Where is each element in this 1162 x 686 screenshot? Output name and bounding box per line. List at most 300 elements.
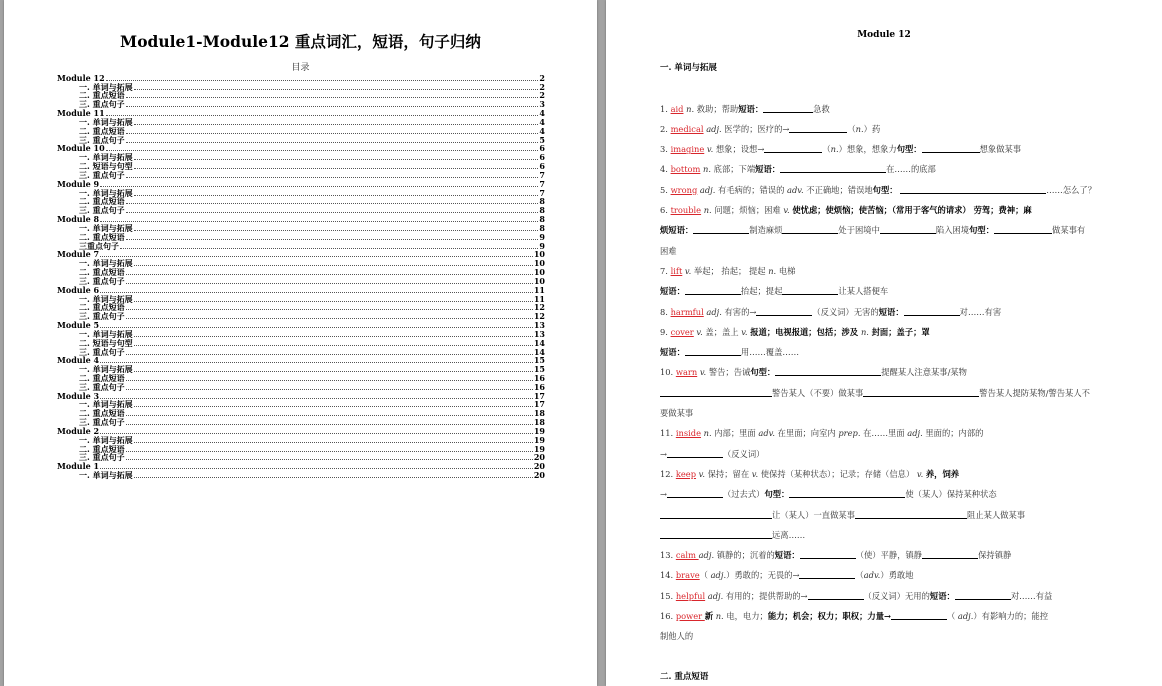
- line-text: 阻止某人做某事: [966, 509, 1026, 520]
- toc-entry-label: 三. 重点句子: [79, 205, 125, 216]
- toc-entry[interactable]: [57, 232, 545, 241]
- line-text: 警告某人提防某物/警告某人不: [979, 387, 1090, 398]
- page-title: Module 12: [857, 30, 911, 40]
- toc-entry[interactable]: [57, 435, 545, 444]
- toc-entry-label: 二. 重点短语: [79, 302, 125, 313]
- line-text: 10.: [660, 367, 676, 378]
- line-text: 15.: [660, 590, 676, 601]
- toc-dot-leader: [126, 141, 539, 143]
- toc-entry[interactable]: [57, 197, 545, 206]
- toc-entry-label: 一. 单词与拓展: [79, 187, 133, 198]
- toc-entry-label: 三. 重点句子: [79, 417, 125, 428]
- line-text: ……怎么了？: [1046, 184, 1097, 195]
- line-text: 4.: [660, 164, 671, 175]
- toc-entry[interactable]: [57, 320, 545, 329]
- vocab-line: [660, 180, 1150, 200]
- vocab-line: [660, 281, 1150, 301]
- toc-page-number: 13: [533, 320, 545, 331]
- toc-page-number: 15: [533, 355, 545, 366]
- toc-entry[interactable]: [57, 373, 545, 382]
- toc-page-number: 8: [539, 196, 545, 207]
- fill-in-blank: [789, 488, 905, 498]
- toc-entry[interactable]: [57, 303, 545, 312]
- line-text: 做某事有: [1052, 225, 1086, 236]
- line-text: 电梯: [776, 265, 796, 276]
- toc-entry-label: Module 10: [57, 143, 105, 154]
- vocab-word: medical: [670, 123, 704, 134]
- bold-label: 短语：: [929, 590, 955, 601]
- fill-in-blank: [780, 163, 886, 173]
- toc-entry-label: 三重点句子: [79, 240, 119, 251]
- line-text: 急救: [813, 103, 830, 114]
- toc-dot-leader: [134, 158, 539, 160]
- fill-in-blank: [764, 143, 822, 153]
- vocab-line: [660, 342, 1150, 362]
- toc-page-number: 14: [533, 337, 545, 348]
- fill-in-blank: [660, 509, 772, 519]
- line-text: ）有影响力的；能控: [973, 611, 1049, 622]
- toc-entry[interactable]: [57, 205, 545, 214]
- vocab-line: [660, 200, 1150, 220]
- toc-entry[interactable]: [57, 329, 545, 338]
- line-text: 抬起；提起: [740, 286, 783, 297]
- toc-entry[interactable]: [57, 311, 545, 320]
- toc-dot-leader: [134, 264, 533, 266]
- toc-dot-leader: [100, 220, 538, 222]
- toc-entry[interactable]: [57, 91, 545, 100]
- toc-entry[interactable]: [57, 258, 545, 267]
- toc-dot-leader: [100, 185, 538, 187]
- toc-entry-label: 一. 单词与拓展: [79, 328, 133, 339]
- vocab-line: [660, 626, 1150, 646]
- toc-page-number: 3: [539, 99, 545, 110]
- toc-entry-label: Module 4: [57, 355, 100, 366]
- toc-dot-leader: [100, 397, 533, 399]
- line-text: 12.: [660, 468, 676, 479]
- line-text: 陷入困境: [935, 225, 970, 236]
- vocab-line: [660, 403, 1150, 423]
- toc-dot-leader: [100, 255, 533, 257]
- toc-entry[interactable]: [57, 223, 545, 232]
- toc-entry-label: Module 9: [57, 178, 100, 189]
- toc-entry-label: 一. 单词与拓展: [79, 293, 133, 304]
- part-of-speech: adj.: [907, 428, 923, 439]
- toc-entry-label: Module 3: [57, 390, 100, 401]
- line-text: 在……里面: [860, 428, 908, 439]
- bold-label: 短语：: [660, 286, 685, 297]
- toc-entry[interactable]: [57, 117, 545, 126]
- toc-entry-label: 二. 重点短语: [79, 408, 125, 419]
- part-of-speech: n.: [703, 428, 712, 439]
- toc-entry[interactable]: [57, 188, 545, 197]
- toc-dot-leader: [126, 308, 533, 310]
- toc-entry[interactable]: [57, 338, 545, 347]
- toc-dot-leader: [126, 273, 533, 275]
- vocab-line: [660, 545, 1150, 565]
- toc-entry[interactable]: [57, 408, 545, 417]
- vocab-line: [660, 525, 1150, 545]
- toc-page-number: 5: [539, 134, 545, 145]
- toc-entry-label: Module 5: [57, 320, 100, 331]
- line-text: 警告；告诫: [706, 367, 751, 378]
- fill-in-blank: [855, 509, 967, 519]
- vocab-word: bottom: [670, 164, 701, 175]
- toc-entry[interactable]: [57, 108, 545, 117]
- toc-entry-label: 一. 单词与拓展: [79, 81, 133, 92]
- line-text: 让某人搭便车: [838, 286, 889, 297]
- toc-entry[interactable]: [57, 152, 545, 161]
- toc-entry[interactable]: [57, 294, 545, 303]
- part-of-speech: n.: [686, 103, 695, 114]
- line-text: （反义词）: [722, 448, 765, 459]
- toc-page-number: 4: [539, 108, 545, 119]
- toc-dot-leader: [126, 282, 533, 284]
- toc-entry[interactable]: [57, 170, 545, 179]
- line-text: 要做某事: [660, 408, 694, 419]
- part-of-speech: adj.: [699, 184, 716, 195]
- toc-page-number: 10: [533, 267, 545, 278]
- toc-page-number: 20: [533, 461, 545, 472]
- toc-page-number: 10: [533, 258, 545, 269]
- toc-dot-leader: [134, 405, 533, 407]
- line-text: 对……有害: [959, 306, 1002, 317]
- line-text: 困难: [660, 245, 677, 256]
- part-of-speech: n.: [703, 205, 712, 216]
- line-text: 有毛病的；错误的: [715, 184, 788, 195]
- line-text: 16.: [660, 611, 676, 622]
- toc-entry[interactable]: [57, 276, 545, 285]
- fill-in-blank: [763, 103, 813, 113]
- fill-in-blank: [782, 285, 838, 295]
- toc-entry-label: 一. 单词与拓展: [79, 399, 133, 410]
- vocab-word: helpful: [675, 590, 706, 601]
- line-text: 举起； 抬起； 提起: [691, 265, 769, 276]
- toc-entry[interactable]: [57, 400, 545, 409]
- line-text: 在里面；向室内: [774, 428, 839, 439]
- toc-entry-label: 一. 单词与拓展: [79, 470, 133, 481]
- fill-in-blank: [782, 224, 838, 234]
- line-text: （: [822, 144, 831, 155]
- part-of-speech: adv.: [863, 570, 881, 581]
- part-of-speech: n.: [855, 123, 864, 134]
- toc-entry[interactable]: [57, 241, 545, 250]
- line-text: （使）平静，镇静: [855, 550, 923, 561]
- part-of-speech: adj.: [707, 590, 724, 601]
- line-text: 2.: [660, 123, 671, 134]
- fill-in-blank: [994, 224, 1052, 234]
- bold-label: 封面；盖子；罩: [871, 326, 930, 337]
- toc-page-number: 6: [539, 143, 545, 154]
- line-text: （: [855, 570, 864, 581]
- toc-entry[interactable]: [57, 99, 545, 108]
- line-text: 用……覆盖……: [740, 347, 799, 358]
- toc-page-number: 2: [539, 72, 545, 83]
- line-text: 提醒某人注意某事/某物: [881, 367, 967, 378]
- line-text: （: [946, 611, 958, 622]
- part-of-speech: n.: [860, 326, 869, 337]
- toc-entry-label: Module 12: [57, 72, 105, 83]
- toc-page-number: 13: [533, 328, 545, 339]
- bold-label: 烦短语：: [660, 225, 694, 236]
- toc-page-number: 9: [539, 231, 545, 242]
- part-of-speech: prep.: [838, 428, 861, 439]
- toc-page-number: 10: [533, 275, 545, 286]
- toc-entry-label: 二. 重点短语: [79, 443, 125, 454]
- toc-entry[interactable]: [57, 444, 545, 453]
- toc-entry-label: Module 7: [57, 249, 100, 260]
- fill-in-blank: [789, 123, 847, 133]
- toc-page-number: 17: [533, 390, 545, 401]
- line-text: 在……的底部: [886, 164, 936, 175]
- line-text: （反义词）无害的: [812, 306, 879, 317]
- toc-entry-label: 二. 短语与句型: [79, 161, 133, 172]
- toc-entry[interactable]: [57, 214, 545, 223]
- fill-in-blank: [922, 143, 980, 153]
- part-of-speech: v.: [696, 326, 703, 337]
- fill-in-blank: [800, 549, 856, 559]
- fill-in-blank: [775, 366, 881, 376]
- toc-dot-leader: [134, 88, 539, 90]
- line-text: 让（某人）一直做某事: [772, 509, 855, 520]
- line-text: ）勇敢的；无畏的→: [726, 570, 800, 581]
- toc-dot-leader: [126, 211, 539, 213]
- vocab-line: [660, 464, 1150, 484]
- toc-page-number: 4: [539, 116, 545, 127]
- toc-page-number: 2: [539, 81, 545, 92]
- line-text: （: [699, 570, 711, 581]
- line-text: 9.: [660, 326, 671, 337]
- toc-entry[interactable]: [57, 135, 545, 144]
- toc-entry[interactable]: [57, 364, 545, 373]
- toc-entry-label: 三. 重点句子: [79, 311, 125, 322]
- toc-page-number: 20: [533, 452, 545, 463]
- table-of-contents: [57, 73, 545, 479]
- vocab-line: [660, 423, 1150, 443]
- vocab-line: [660, 586, 1150, 606]
- vocab-line: [660, 220, 1150, 240]
- toc-entry[interactable]: [57, 179, 545, 188]
- toc-page-number: 8: [539, 205, 545, 216]
- fill-in-blank: [660, 387, 772, 397]
- toc-dot-leader: [126, 458, 533, 460]
- toc-entry-label: 二. 重点短语: [79, 267, 125, 278]
- toc-page-number: 11: [533, 284, 545, 295]
- part-of-speech: v.: [699, 367, 707, 378]
- line-text: 有害的→: [721, 306, 757, 317]
- toc-entry[interactable]: [57, 461, 545, 470]
- toc-entry[interactable]: [57, 391, 545, 400]
- fill-in-blank: [863, 387, 979, 397]
- line-text: （过去式）: [722, 489, 765, 500]
- vocab-word: wrong: [670, 184, 698, 195]
- toc-page-number: 16: [533, 372, 545, 383]
- toc-page-number: 4: [539, 125, 545, 136]
- line-text: 想象做某事: [979, 144, 1022, 155]
- spacer: [660, 78, 1150, 98]
- toc-page-number: 6: [539, 152, 545, 163]
- toc-entry-label: 三. 重点句子: [79, 381, 125, 392]
- bold-label: 短语：: [660, 347, 685, 358]
- vocab-line: [660, 565, 1150, 585]
- toc-page-number: 18: [533, 417, 545, 428]
- fill-in-blank: [685, 346, 741, 356]
- toc-dot-leader: [126, 132, 539, 134]
- line-text: 盖；盖上: [702, 326, 742, 337]
- toc-entry[interactable]: [57, 347, 545, 356]
- line-text: 3.: [660, 144, 671, 155]
- toc-entry[interactable]: [57, 417, 545, 426]
- toc-dot-leader: [126, 176, 539, 178]
- fill-in-blank: [808, 590, 864, 600]
- right-document-page: [606, 0, 1162, 686]
- line-text: 6.: [660, 205, 671, 216]
- toc-entry-label: 二. 重点短语: [79, 90, 125, 101]
- toc-heading: 目录: [291, 63, 310, 73]
- vocab-word: warn: [675, 367, 698, 378]
- toc-dot-leader: [106, 114, 539, 116]
- fill-in-blank: [900, 184, 1046, 194]
- vocab-line: [660, 322, 1150, 342]
- part-of-speech: v.: [706, 144, 714, 155]
- toc-entry[interactable]: [57, 73, 545, 82]
- line-text: 13.: [660, 550, 676, 561]
- toc-page-number: 19: [533, 443, 545, 454]
- toc-dot-leader: [100, 432, 533, 434]
- vocab-line: [660, 444, 1150, 464]
- toc-entry[interactable]: [57, 356, 545, 365]
- line-text: 镇静的；沉着的: [714, 550, 775, 561]
- toc-entry[interactable]: [57, 161, 545, 170]
- vocab-line: [660, 139, 1150, 159]
- toc-entry-label: 一. 单词与拓展: [79, 258, 133, 269]
- toc-entry-label: 三. 重点句子: [79, 134, 125, 145]
- vocab-word: harmful: [670, 306, 704, 317]
- left-document-page: [4, 0, 597, 686]
- line-text: 保持；留在: [705, 468, 752, 479]
- bold-label: 句型：: [872, 184, 898, 195]
- line-text: 救助；帮助: [694, 103, 739, 114]
- line-text: 问题；烦恼；困难: [711, 205, 784, 216]
- toc-dot-leader: [126, 105, 539, 107]
- toc-entry[interactable]: [57, 426, 545, 435]
- line-text: 想象；设想→: [713, 144, 765, 155]
- toc-page-number: 7: [539, 178, 545, 189]
- toc-dot-leader: [134, 441, 533, 443]
- vocab-word: power: [675, 611, 705, 622]
- vocab-word: imagine: [670, 144, 705, 155]
- bold-label: 短语：: [755, 164, 781, 175]
- toc-entry[interactable]: [57, 82, 545, 91]
- vocab-word: aid: [670, 103, 684, 114]
- page-body: [660, 58, 1150, 686]
- line-text: 不正确地；错误地: [803, 184, 873, 195]
- line-text: 有用的；提供帮助的→: [723, 590, 808, 601]
- bold-label: 句型：: [764, 489, 790, 500]
- toc-dot-leader: [106, 79, 539, 81]
- vocab-line: [660, 484, 1150, 504]
- toc-entry[interactable]: [57, 126, 545, 135]
- part-of-speech: v.: [916, 468, 924, 479]
- toc-dot-leader: [134, 370, 533, 372]
- toc-dot-leader: [126, 388, 533, 390]
- toc-dot-leader: [134, 167, 539, 169]
- toc-entry-label: 三. 重点句子: [79, 346, 125, 357]
- section-heading-words: 一. 单词与拓展: [660, 63, 717, 73]
- toc-page-number: 20: [533, 470, 545, 481]
- part-of-speech: v.: [684, 265, 692, 276]
- toc-dot-leader: [134, 123, 539, 125]
- toc-entry[interactable]: [57, 250, 545, 259]
- toc-page-number: 11: [533, 293, 545, 304]
- toc-dot-leader: [126, 450, 533, 452]
- toc-entry[interactable]: [57, 267, 545, 276]
- toc-entry-label: 一. 单词与拓展: [79, 116, 133, 127]
- vocab-word: keep: [675, 468, 697, 479]
- part-of-speech: adj.: [710, 570, 727, 581]
- toc-entry[interactable]: [57, 470, 545, 479]
- toc-entry[interactable]: [57, 453, 545, 462]
- toc-entry[interactable]: [57, 144, 545, 153]
- toc-dot-leader: [126, 317, 533, 319]
- toc-dot-leader: [126, 238, 539, 240]
- toc-dot-leader: [126, 423, 533, 425]
- bold-label: 句型：: [969, 225, 995, 236]
- toc-entry-label: 三. 重点句子: [79, 275, 125, 286]
- toc-dot-leader: [134, 300, 533, 302]
- toc-dot-leader: [134, 344, 533, 346]
- toc-dot-leader: [126, 353, 533, 355]
- toc-entry-label: 一. 单词与拓展: [79, 152, 133, 163]
- vocab-word: cover: [670, 326, 694, 337]
- toc-dot-leader: [134, 335, 533, 337]
- bold-label: 句型：: [750, 367, 776, 378]
- toc-page-number: 8: [539, 222, 545, 233]
- fill-in-blank: [880, 224, 936, 234]
- toc-entry[interactable]: [57, 285, 545, 294]
- vocab-line: [660, 159, 1150, 179]
- toc-entry-label: Module 1: [57, 461, 100, 472]
- line-text: 警告某人（不要）做某事: [772, 387, 864, 398]
- part-of-speech: adj.: [698, 550, 715, 561]
- line-text: 8.: [660, 306, 671, 317]
- part-of-speech: n.: [768, 265, 777, 276]
- line-text: 7.: [660, 265, 671, 276]
- toc-page-number: 19: [533, 434, 545, 445]
- toc-page-number: 12: [533, 311, 545, 322]
- toc-dot-leader: [100, 326, 533, 328]
- toc-dot-leader: [126, 202, 539, 204]
- toc-entry-label: Module 6: [57, 284, 100, 295]
- part-of-speech: n.: [830, 144, 839, 155]
- part-of-speech: adj.: [957, 611, 974, 622]
- toc-page-number: 16: [533, 381, 545, 392]
- toc-page-number: 7: [539, 169, 545, 180]
- toc-entry-label: 三. 重点句子: [79, 99, 125, 110]
- bold-label: 短语：: [878, 306, 904, 317]
- toc-entry[interactable]: [57, 382, 545, 391]
- toc-page-number: 12: [533, 302, 545, 313]
- vocab-line: [660, 99, 1150, 119]
- line-text: 电，电力；: [723, 611, 768, 622]
- line-text: （: [847, 123, 856, 134]
- toc-page-number: 14: [533, 346, 545, 357]
- toc-entry-label: Module 8: [57, 214, 100, 225]
- line-text: 医学的；医疗的→: [721, 123, 790, 134]
- line-text: ）勇敢地: [880, 570, 914, 581]
- toc-dot-leader: [134, 229, 539, 231]
- vocab-line: [660, 383, 1150, 403]
- line-text: 里面的；内部的: [922, 428, 984, 439]
